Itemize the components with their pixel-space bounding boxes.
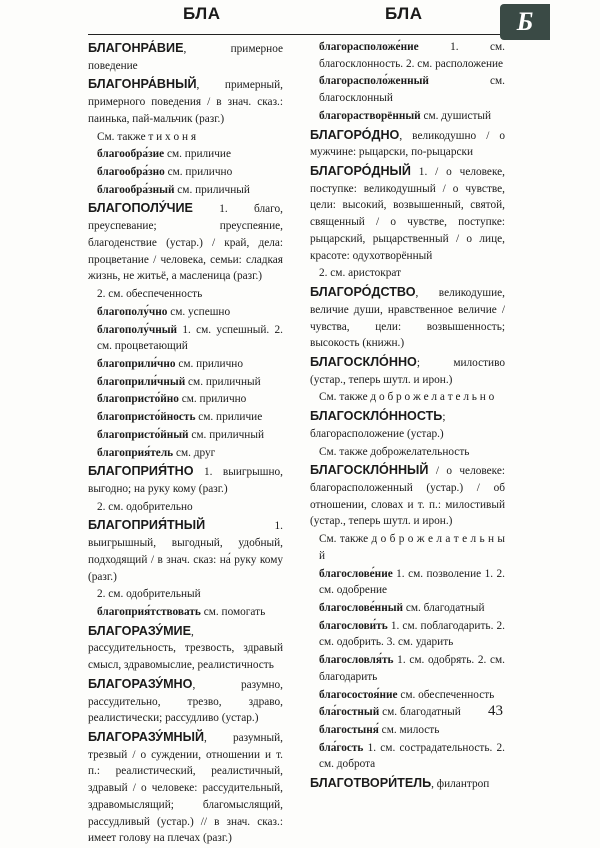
entry-subword: благоприя́тствовать xyxy=(97,606,201,618)
entry-definition: 2. см. одобрительно xyxy=(97,500,193,513)
entry-subword: благостыня́ xyxy=(319,724,379,737)
entry-definition: см. приличный xyxy=(185,375,261,388)
entry-headword: БЛАГОПОЛУ́ЧИЕ xyxy=(88,201,193,216)
entry-subword: благополу́чный xyxy=(97,323,178,336)
entry-definition: см. друг xyxy=(173,446,216,459)
entry-headword: БЛАГОРАЗУ́МНЫЙ xyxy=(88,730,205,745)
header-right-word: БЛА xyxy=(385,4,423,23)
entry-definition: 1. благо, преуспевание; преуспеяние, благоденствие (устар.) / край, дела: процветание / человека, семьи: сладкая жизнь, не житьё, а масленица (разг.) xyxy=(88,203,283,283)
entry-subword: благорасположе́ние xyxy=(319,41,419,53)
entry-definition: , разумный, трезвый / о суждении, отношении и т. п.: реалистический, реалистичный, здравый / о человеке: рассудительный, здравомыслящий; благомыслящий, рассудливый (устар.) // в знач. сказ.: имеет голову на плечах (разг.) xyxy=(88,732,283,845)
dictionary-entry xyxy=(310,461,505,530)
dictionary-entry xyxy=(310,353,505,388)
entry-headword: БЛАГОСКЛО́ННОСТЬ xyxy=(310,409,443,424)
entry-subword: благопристо́йно xyxy=(97,393,179,406)
entry-subword: бла́гостный xyxy=(319,706,380,719)
entry-subword: благословля́ть xyxy=(319,654,394,667)
entry-headword: БЛАГОРАЗУ́МИЕ xyxy=(88,623,192,638)
entry-definition: 1. см. сострадательность. 2. см. доброта xyxy=(319,741,505,771)
entry-headword: БЛАГОТВОРИ́ТЕЛЬ xyxy=(310,776,432,791)
dictionary-entry xyxy=(88,374,283,391)
dictionary-entry xyxy=(88,391,283,408)
dictionary-entry xyxy=(310,652,505,685)
dictionary-entry xyxy=(310,265,505,282)
entry-definition: См. также доброжелательность xyxy=(319,445,470,458)
entry-headword: БЛАГОРАЗУ́МНО xyxy=(88,676,193,691)
page-header xyxy=(0,0,600,40)
entry-subword: благосостоя́ние xyxy=(319,688,398,701)
page-number: 43 xyxy=(488,703,503,719)
entry-headword: БЛАГОПРИЯ́ТНЫЙ xyxy=(88,518,206,533)
dictionary-entry xyxy=(88,409,283,426)
entry-definition: см. прилично xyxy=(175,357,243,370)
entry-headword: БЛАГОПРИЯ́ТНО xyxy=(88,464,194,479)
entry-subword: благопристо́йный xyxy=(97,428,189,441)
entry-definition: / о человеке: благорасположенный (устар.) / об отношении, словах и т. п.: милостивый (устар., теперь шутл. и ирон.) xyxy=(310,465,505,528)
entry-definition: см. благодатный xyxy=(403,602,485,614)
entry-headword: БЛАГОРО́ДНО xyxy=(310,127,400,142)
left-column xyxy=(88,39,283,848)
dictionary-entry xyxy=(310,162,505,264)
dictionary-entry xyxy=(88,499,283,516)
dictionary-entry xyxy=(88,516,283,585)
dictionary-entry xyxy=(310,389,505,406)
dictionary-entry xyxy=(88,322,283,355)
dictionary-entry xyxy=(310,740,505,773)
entry-definition: 1. / о человеке, поступке: великодушный / о чувстве, цели: высокий, возвышенный, святой, священный / о чувстве, поступке: рыцарский, рыцарственный / о лице, красоте: одухотворённый xyxy=(310,166,505,262)
entry-definition: 1. выигрышный, выгодный, удобный, подходящий / в знач. сказ: на́ руку кому (разг.) xyxy=(88,520,283,583)
entry-definition: , великодушно / о мужчине: рыцарски, по-рыцарски xyxy=(310,129,505,159)
entry-subword: благорастворённый xyxy=(319,109,421,122)
entry-definition: см. прилично xyxy=(164,166,233,179)
entry-definition: См. также т и х о н я xyxy=(97,130,197,143)
entry-definition: см. помогать xyxy=(200,606,266,618)
dictionary-entry xyxy=(88,675,283,727)
entry-definition: см. благодатный xyxy=(379,706,461,719)
entry-definition: 2. см. одобрительный xyxy=(97,588,201,601)
entry-definition: ; милостиво (устар., теперь шутл. и ирон.) xyxy=(310,356,505,386)
dictionary-entry xyxy=(88,39,283,74)
entry-subword: благообра́зие xyxy=(97,148,165,161)
dictionary-entry xyxy=(310,600,505,617)
entry-definition: 1. см. одобрять. 2. см. благодарить xyxy=(319,654,505,683)
entry-definition: ; благорасположение (устар.) xyxy=(310,411,446,440)
entry-definition: , великодушие, величие души, нравственное величие / чувства, цели: возвышенность; высокость (книжн.) xyxy=(310,287,505,350)
dictionary-entry xyxy=(88,604,283,621)
entry-definition: , примерный, примерного поведения / в знач. сказ.: паинька, пай-мальчик (разг.) xyxy=(88,79,283,125)
dictionary-entry xyxy=(88,622,283,674)
entry-definition: см. обеспеченность xyxy=(397,688,495,701)
dictionary-entry xyxy=(88,182,283,199)
entry-definition: См. также д о б р о ж е л а т е л ь н ы й xyxy=(319,533,505,562)
entry-subword: благоприя́тель xyxy=(97,446,174,459)
dictionary-entry xyxy=(88,146,283,163)
entry-definition: , примерное поведение xyxy=(88,43,283,72)
entry-definition: см. прилично xyxy=(178,393,247,406)
entry-definition: см. душистый xyxy=(420,109,492,122)
entry-subword: благообра́зно xyxy=(97,166,165,179)
entry-definition: см. приличие xyxy=(195,411,263,424)
entry-definition: 1. см. благосклонность. 2. см. расположение xyxy=(319,41,505,70)
entry-definition: 1. см. успешный. 2. см. процветающий xyxy=(97,323,283,353)
dictionary-entry xyxy=(88,445,283,462)
dictionary-entry xyxy=(88,427,283,444)
entry-headword: БЛАГОСКЛО́ННЫЙ xyxy=(310,463,429,478)
entry-definition: 1. см. поблагодарить. 2. см. одобрить. 3. см. ударить xyxy=(319,619,505,649)
entry-subword: благорасполо́женный xyxy=(319,75,429,88)
dictionary-entry xyxy=(310,531,505,564)
dictionary-entry xyxy=(310,774,505,793)
dictionary-entry xyxy=(310,407,505,442)
letter-tab: Б xyxy=(500,4,550,40)
dictionary-entry xyxy=(88,304,283,321)
entry-definition: 1. выигрышно, выгодно; на руку кому (разг.) xyxy=(88,466,283,495)
header-left-word: БЛА xyxy=(183,4,221,23)
entry-definition: см. благосклонный xyxy=(319,75,505,105)
dictionary-entry xyxy=(310,687,505,704)
entry-subword: благопристо́йность xyxy=(97,411,196,424)
entry-headword: БЛАГОРО́ДСТВО xyxy=(310,285,416,300)
entry-definition: см. приличный xyxy=(188,428,264,441)
entry-subword: благообра́зный xyxy=(97,183,175,196)
dictionary-entry xyxy=(310,283,505,352)
entry-subword: благополу́чно xyxy=(97,305,168,318)
entry-definition: см. приличие xyxy=(164,148,231,161)
entry-subword: благоприли́чно xyxy=(97,357,176,370)
dictionary-entry xyxy=(310,73,505,106)
header-divider xyxy=(88,34,500,35)
entry-subword: бла́гость xyxy=(319,741,364,754)
dictionary-entry xyxy=(310,108,505,125)
dictionary-entry xyxy=(310,566,505,599)
entry-subword: благослове́нный xyxy=(319,602,404,614)
entry-headword: БЛАГОНРА́ВИЕ xyxy=(88,41,184,55)
entry-definition: , филантроп xyxy=(431,778,490,791)
entry-subword: благослови́ть xyxy=(319,619,388,632)
entry-definition: См. также д о б р о ж е л а т е л ь н о xyxy=(319,391,495,404)
dictionary-entry xyxy=(88,586,283,603)
dictionary-entry xyxy=(310,444,505,461)
entry-headword: БЛАГОРО́ДНЫЙ xyxy=(310,164,411,179)
dictionary-entry xyxy=(88,356,283,373)
dictionary-entry xyxy=(310,722,505,739)
entry-headword: БЛАГОСКЛО́ННО xyxy=(310,354,417,369)
entry-definition: 2. см. аристократ xyxy=(319,267,402,280)
dictionary-entry xyxy=(310,704,505,721)
entry-definition: см. успешно xyxy=(167,305,231,318)
entry-definition: , рассудительность, трезвость, здравый смысл, здравомыслие, реалистичность xyxy=(88,625,283,672)
entry-headword: БЛАГОНРА́ВНЫЙ xyxy=(88,77,197,92)
dictionary-entry xyxy=(310,39,505,72)
dictionary-entry xyxy=(88,199,283,285)
dictionary-entry xyxy=(310,126,505,161)
entry-definition: см. милость xyxy=(378,724,440,737)
dictionary-entry xyxy=(88,728,283,847)
dictionary-entry xyxy=(88,286,283,303)
entry-subword: благоприли́чный xyxy=(97,375,186,388)
entry-subword: благослове́ние xyxy=(319,567,393,580)
entry-definition: 2. см. обеспеченность xyxy=(97,288,203,301)
entry-definition: 1. см. позволение 1. 2. см. одобрение xyxy=(319,567,505,597)
dictionary-entry xyxy=(88,75,283,127)
entry-definition: см. приличный xyxy=(174,183,250,196)
dictionary-entry xyxy=(88,462,283,497)
right-column xyxy=(310,39,505,794)
dictionary-entry xyxy=(88,164,283,181)
entry-definition: , разумно, рассудительно, трезво, здраво, реалистически; рассудливо (устар.) xyxy=(88,678,283,725)
dictionary-entry xyxy=(88,129,283,146)
dictionary-entry xyxy=(310,618,505,651)
